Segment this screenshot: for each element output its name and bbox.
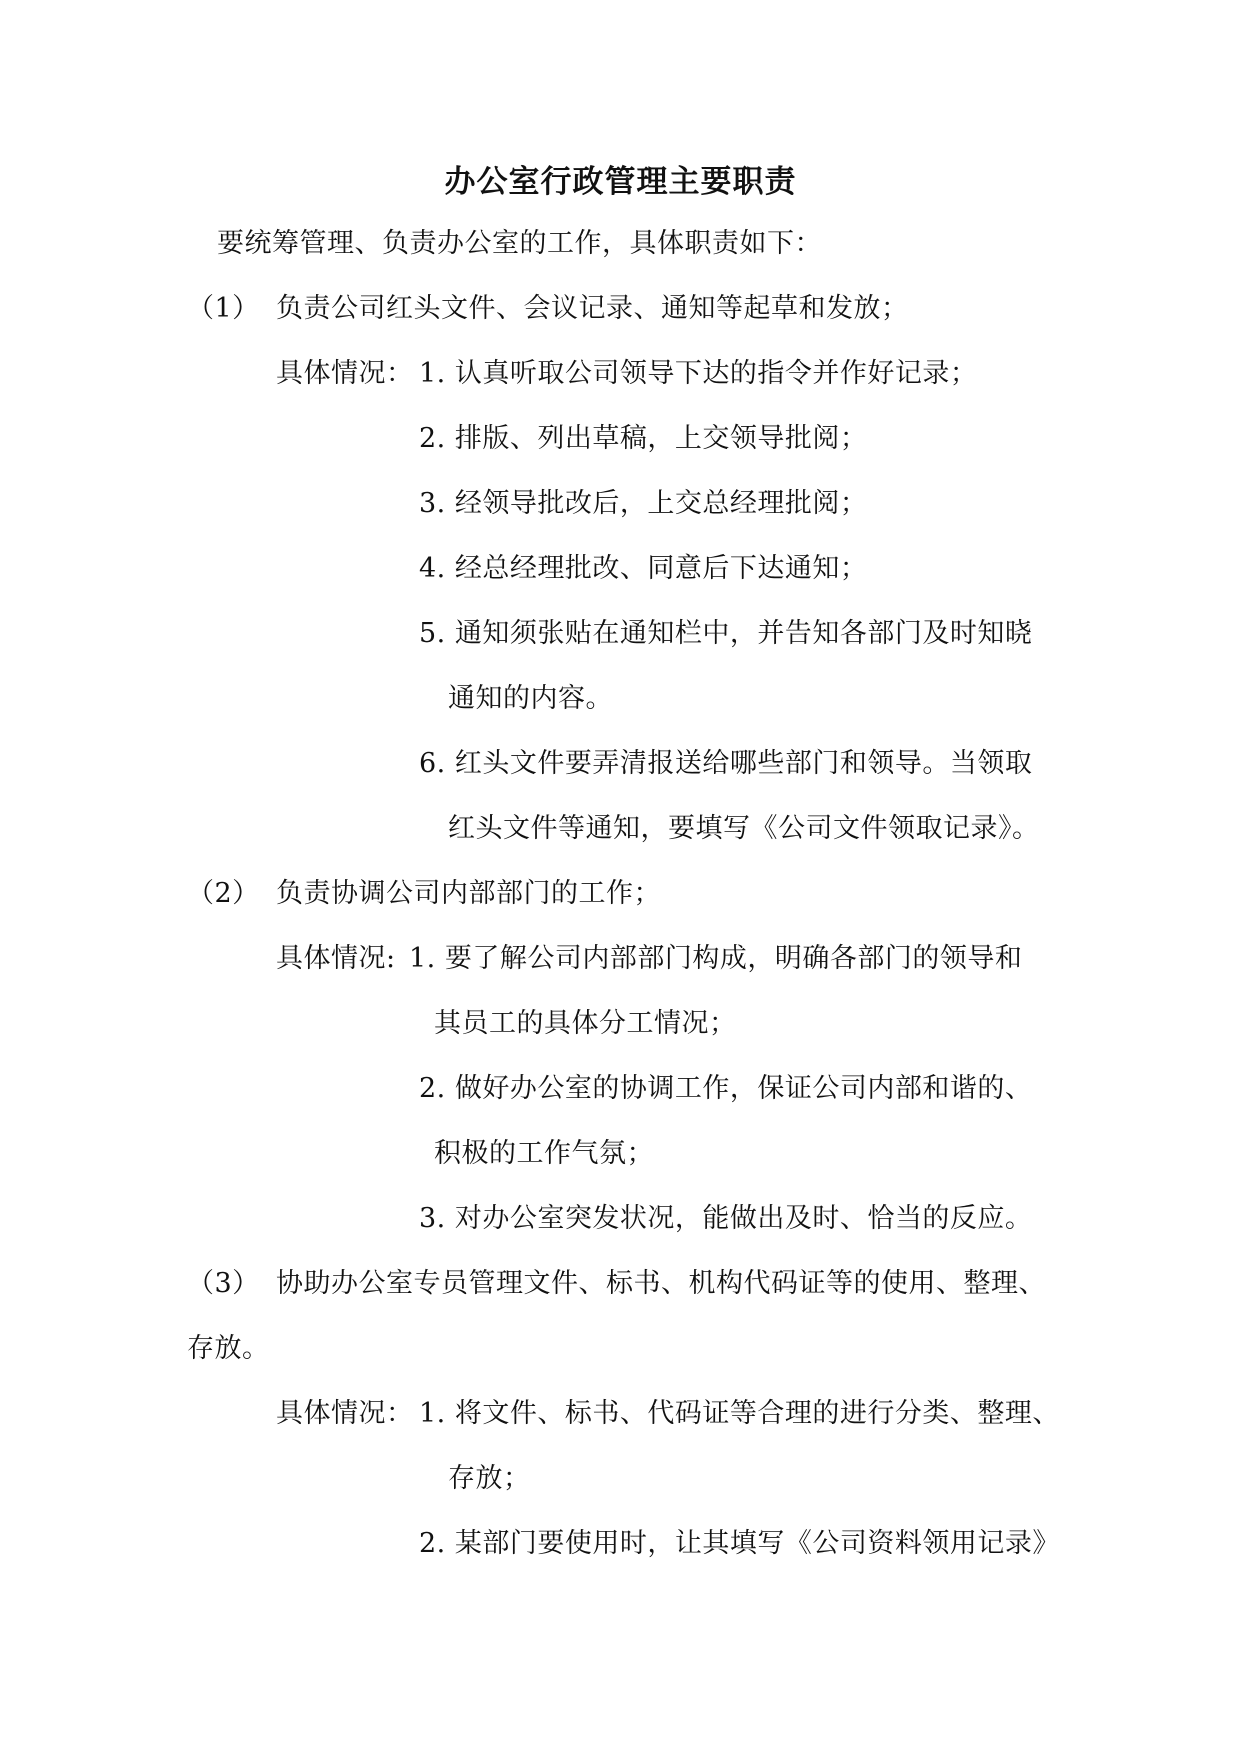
intro-paragraph: 要统筹管理、负责办公室的工作，具体职责如下： xyxy=(217,228,822,259)
section-1-item-5: 5. 通知须张贴在通知栏中，并告知各部门及时知晓 xyxy=(419,618,1033,649)
section-1-detail-label: 具体情况： xyxy=(276,358,414,389)
section-2-heading: 负责协调公司内部部门的工作； xyxy=(276,878,661,909)
section-2-number: （2） xyxy=(187,878,260,909)
section-3-item-2: 2. 某部门要使用时，让其填写《公司资料领用记录》 xyxy=(419,1528,1060,1559)
section-1-item-6-continuation: 红头文件等通知，要填写《公司文件领取记录》。 xyxy=(448,813,1040,844)
section-1-item-5-continuation: 通知的内容。 xyxy=(448,683,613,714)
section-3-heading-continuation: 存放。 xyxy=(187,1333,270,1364)
section-3-heading: 协助办公室专员管理文件、标书、机构代码证等的使用、整理、 xyxy=(276,1268,1046,1299)
section-2-item-1: 1. 要了解公司内部部门构成，明确各部门的领导和 xyxy=(409,943,1023,974)
section-2-item-2: 2. 做好办公室的协调工作，保证公司内部和谐的、 xyxy=(419,1073,1033,1104)
section-2-item-1-continuation: 其员工的具体分工情况； xyxy=(434,1008,737,1039)
section-1-item-2: 2. 排版、列出草稿，上交领导批阅； xyxy=(419,423,868,454)
section-2-item-2-continuation: 积极的工作气氛； xyxy=(434,1138,654,1169)
section-1-number: （1） xyxy=(187,293,260,324)
section-2-detail-label: 具体情况: xyxy=(276,943,396,974)
section-1-item-4: 4. 经总经理批改、同意后下达通知； xyxy=(419,553,868,584)
section-2-item-3: 3. 对办公室突发状况，能做出及时、恰当的反应。 xyxy=(419,1203,1033,1234)
section-1-item-3: 3. 经领导批改后，上交总经理批阅； xyxy=(419,488,868,519)
document-title: 办公室行政管理主要职责 xyxy=(444,164,797,200)
section-1-item-6: 6. 红头文件要弄清报送给哪些部门和领导。当领取 xyxy=(419,748,1033,779)
section-1-heading: 负责公司红头文件、会议记录、通知等起草和发放； xyxy=(276,293,909,324)
section-3-item-1: 1. 将文件、标书、代码证等合理的进行分类、整理、 xyxy=(419,1398,1060,1429)
section-3-detail-label: 具体情况： xyxy=(276,1398,414,1429)
section-1-item-1: 1. 认真听取公司领导下达的指令并作好记录； xyxy=(419,358,978,389)
section-3-item-1-continuation: 存放； xyxy=(448,1463,531,1494)
section-3-number: （3） xyxy=(187,1268,260,1299)
